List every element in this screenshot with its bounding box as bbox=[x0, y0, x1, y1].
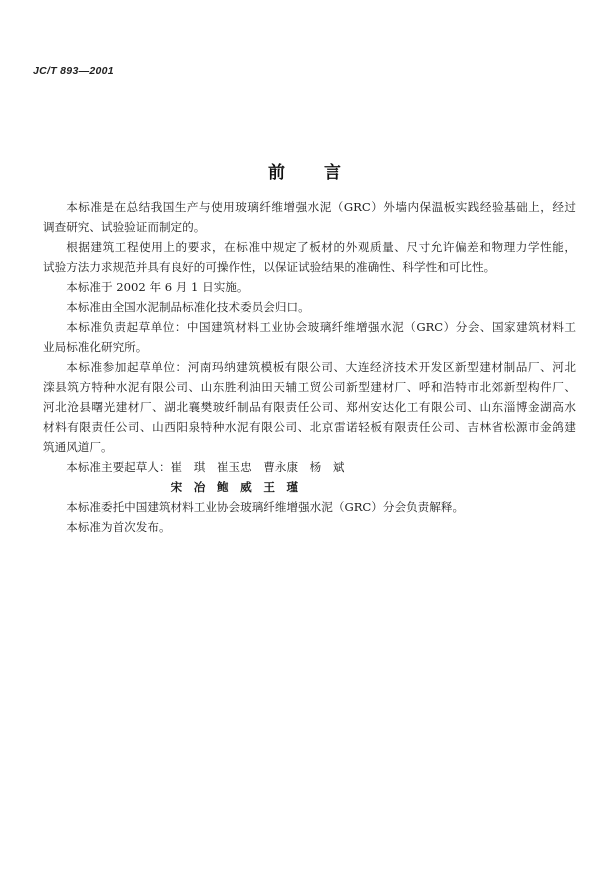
paragraph-line: 试验方法力求规范并具有良好的可操作性，以保证试验结果的准确性、科学性和可比性。 bbox=[43, 260, 496, 274]
paragraph-line: 河北沧县曙光建材厂、湖北襄樊玻纤制品有限责任公司、郑州安达化工有限公司、山东淄博金湖高水 bbox=[43, 400, 576, 414]
paragraph-line: 本标准是在总结我国生产与使用玻璃纤维增强水泥（GRC）外墙内保温板实践经验基础上，经过 bbox=[66, 200, 576, 214]
paragraph-line: 本标准负责起草单位：中国建筑材料工业协会玻璃纤维增强水泥（GRC）分会、国家建筑材料工 bbox=[66, 320, 576, 334]
paragraph-effective-date bbox=[43, 277, 576, 297]
paragraph-requirements bbox=[43, 237, 576, 277]
page-title: 前 言 bbox=[268, 163, 352, 183]
paragraph-line: 业局标准化研究所。 bbox=[43, 340, 148, 354]
drafter-names-continued: 宋 冶 鲍 威 王 瑾 bbox=[170, 480, 299, 494]
paragraph-line: 根据建筑工程使用上的要求，在标准中规定了板材的外观质量、尺寸允许偏差和物理力学性能， bbox=[66, 240, 576, 254]
standard-code-header: JC/T 893—2001 bbox=[33, 65, 114, 77]
paragraph-line: 本标准主要起草人：崔 琪 崔玉忠 曹永康 杨 斌 bbox=[66, 460, 345, 474]
paragraph-responsible-drafter bbox=[43, 317, 576, 357]
paragraph-line: 本标准为首次发布。 bbox=[66, 520, 171, 534]
paragraph-purpose bbox=[43, 197, 576, 237]
paragraph-first-release bbox=[43, 517, 576, 537]
paragraph-administration bbox=[43, 297, 576, 317]
paragraph-line: 本标准参加起草单位：河南玛纳建筑模板有限公司、大连经济技术开发区新型建材制品厂、河北 bbox=[66, 360, 576, 374]
paragraph-line: 本标准由全国水泥制品标准化技术委员会归口。 bbox=[66, 300, 310, 314]
paragraph-line: 材料有限责任公司、山西阳泉特种水泥有限公司、北京雷诺轻板有限责任公司、吉林省松源市金鸽建 bbox=[43, 420, 576, 434]
paragraph-line: 本标准委托中国建筑材料工业协会玻璃纤维增强水泥（GRC）分会负责解释。 bbox=[66, 500, 465, 514]
paragraph-line: 筑通风道厂。 bbox=[43, 440, 113, 454]
paragraph-line: 调查研究、试验验证而制定的。 bbox=[43, 220, 206, 234]
foreword-body bbox=[43, 197, 576, 537]
paragraph-interpretation bbox=[43, 497, 576, 517]
paragraph-main-drafters bbox=[43, 457, 576, 497]
paragraph-line: 本标准于 2002 年 6 月 1 日实施。 bbox=[66, 280, 249, 294]
paragraph-line: 滦县筑方特种水泥有限公司、山东胜利油田天辅工贸公司新型建材厂、呼和浩特市北郊新型构件厂、 bbox=[43, 380, 576, 394]
paragraph-participating-drafters bbox=[43, 357, 576, 457]
